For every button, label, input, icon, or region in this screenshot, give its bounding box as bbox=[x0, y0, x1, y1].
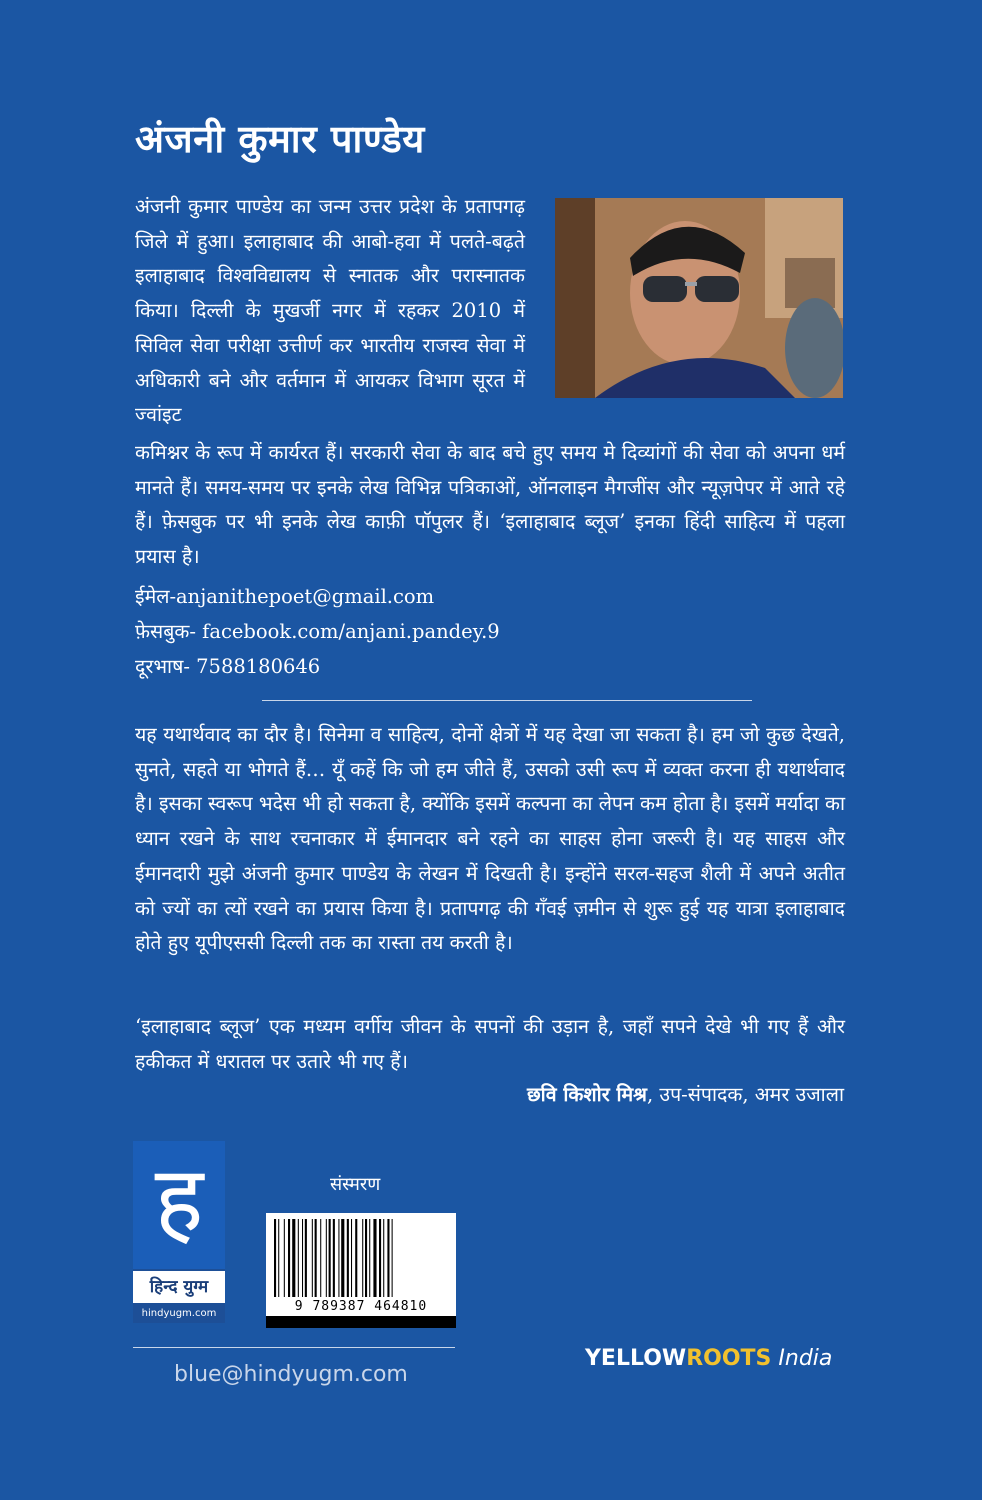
reviewer-title: , उप-संपादक, अमर उजाला bbox=[647, 1083, 844, 1106]
publisher-logo-name: हिन्द युग्म bbox=[133, 1271, 225, 1303]
barcode-bar bbox=[383, 1219, 384, 1297]
review-attribution bbox=[527, 1080, 844, 1110]
author-name-heading: अंजनी कुमार पाण्डेय bbox=[135, 117, 425, 161]
barcode-bar bbox=[274, 1219, 276, 1297]
barcode-bar bbox=[379, 1219, 381, 1297]
isbn-number: 9 789387 464810 bbox=[294, 1299, 428, 1314]
imprint-part-2: ROOTS bbox=[686, 1346, 772, 1371]
barcode-bar bbox=[392, 1219, 393, 1297]
imprint-part-3: India bbox=[771, 1346, 833, 1371]
barcode-bar bbox=[305, 1219, 307, 1297]
author-bio-top: अंजनी कुमार पाण्डेय का जन्म उत्तर प्रदेश के प्रतापगढ़ जिले में हुआ। इलाहाबाद की आबो-हवा में पलते-बढ़ते इलाहाबाद विश्वविद्यालय से स्नातक और परास्नातक किया। दिल्ली के मुखर्जी नगर में रहकर 2010 में सिविल सेवा परीक्षा उत्तीर्ण कर भारतीय राजस्व सेवा में अधिकारी बने और वर्तमान में आयकर विभाग सूरत में ज्वांइट bbox=[135, 195, 525, 427]
barcode-bar bbox=[302, 1219, 303, 1297]
barcode-bar bbox=[278, 1219, 279, 1297]
email-divider bbox=[133, 1347, 455, 1348]
barcode-bar bbox=[326, 1219, 327, 1297]
review-paragraph-2: ‘इलाहाबाद ब्लूज’ एक मध्यम वर्गीय जीवन के सपनों की उड़ान है, जहाँ सपने देखे भी गए हैं और हकीकत में धरातल पर उतारे भी गए हैं। bbox=[135, 1015, 845, 1073]
section-divider bbox=[262, 700, 752, 701]
imprint-logo bbox=[585, 1346, 832, 1371]
reviewer-name: छवि किशोर मिश्र bbox=[527, 1083, 647, 1106]
author-photo bbox=[555, 198, 843, 398]
imprint-part-1: YELLOW bbox=[585, 1346, 687, 1371]
barcode-bar bbox=[312, 1219, 313, 1297]
author-bio-rest: कमिश्नर के रूप में कार्यरत हैं। सरकारी सेवा के बाद बचे हुए समय मे दिव्यांगों की सेवा को अपना धर्म मानते हैं। समय-समय पर इनके लेख विभिन्न पत्रिकाओं, ऑनलाइन मैगजींस और न्यूज़पेपर में आते रहे हैं। फ़ेसबुक पर भी इनके लेख काफ़ी पॉपुलर हैं। ‘इलाहाबाद ब्लूज’ इनका हिंदी साहित्य में पहला प्रयास है। bbox=[135, 441, 845, 569]
publisher-email: blue@hindyugm.com bbox=[174, 1362, 408, 1387]
publisher-logo-url: hindyugm.com bbox=[141, 1308, 217, 1319]
barcode-bar bbox=[315, 1219, 317, 1297]
barcode-bar bbox=[338, 1219, 339, 1297]
barcode-bar bbox=[333, 1219, 335, 1297]
author-phone: दूरभाष- 7588180646 bbox=[135, 655, 321, 678]
author-facebook: फ़ेसबुक- facebook.com/anjani.pandey.9 bbox=[135, 620, 500, 643]
genre-label: संस्मरण bbox=[330, 1174, 381, 1195]
author-photo-illustration bbox=[555, 198, 843, 398]
barcode-strip bbox=[266, 1316, 456, 1328]
barcode-bar bbox=[320, 1219, 321, 1297]
publisher-logo bbox=[133, 1141, 225, 1323]
author-email: ईमेल-anjanithepoet@gmail.com bbox=[135, 585, 435, 608]
barcode-bar bbox=[362, 1219, 363, 1297]
barcode-bar bbox=[347, 1219, 349, 1297]
barcode-bar bbox=[329, 1219, 331, 1297]
barcode-bars bbox=[272, 1219, 450, 1297]
barcode-bar bbox=[373, 1219, 376, 1297]
isbn-barcode bbox=[266, 1213, 456, 1328]
barcode-bar bbox=[365, 1219, 367, 1297]
barcode-bar bbox=[351, 1219, 352, 1297]
review-paragraph-1: यह यथार्थवाद का दौर है। सिनेमा व साहित्य, दोनों क्षेत्रों में यह देखा जा सकता है। हम जो कुछ देखते, सुनते, सहते या भोगते हैं… यूँ कहें कि जो हम जीते हैं, उसको उसी रूप में व्यक्त करना ही यथार्थवाद है। इसका स्वरूप भदेस भी हो सकता है, क्योंकि इसमें कल्पना का लेपन कम होता है। इसमें मर्यादा का ध्यान रखने के साथ रचनाकार में ईमानदार बने रहने का साहस होना जरूरी है। यह साहस और ईमानदारी मुझे अंजनी कुमार पाण्डेय के लेखन में दिखती है। इन्होंने सरल-सहज शैली में अपने अतीत को ज्यों का त्यों रखने का प्रयास किया है। प्रतापगढ़ की गँवई ज़मीन से शुरू हुई यह यात्रा इलाहाबाद होते हुए यूपीएससी दिल्ली तक का रास्ता तय करती है। bbox=[135, 723, 845, 955]
barcode-bar bbox=[288, 1219, 290, 1297]
barcode-bar bbox=[284, 1219, 285, 1297]
barcode-bar bbox=[298, 1219, 299, 1297]
barcode-bar bbox=[341, 1219, 344, 1297]
barcode-bar bbox=[387, 1219, 389, 1297]
barcode-bar bbox=[292, 1219, 295, 1297]
barcode-bar bbox=[369, 1219, 370, 1297]
barcode-bar bbox=[355, 1219, 357, 1297]
publisher-logo-glyph: ह bbox=[154, 1146, 204, 1253]
